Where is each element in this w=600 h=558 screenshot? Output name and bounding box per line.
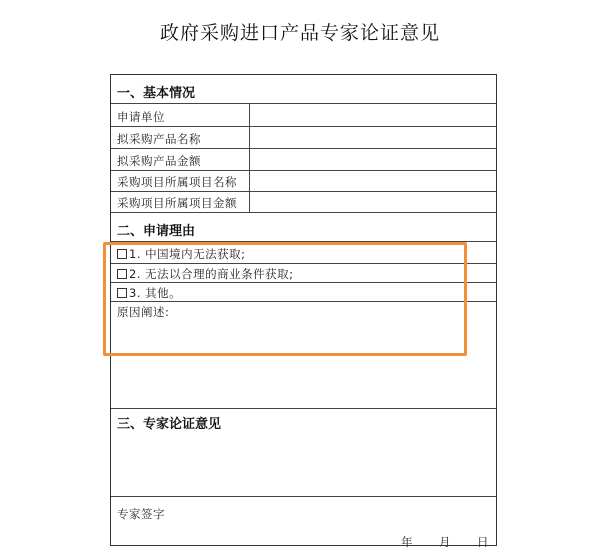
option-no-reasonable-terms[interactable]: 2. 无法以合理的商业条件获取;	[117, 266, 294, 282]
divider	[111, 126, 496, 127]
date-day-label: 日	[477, 535, 489, 549]
section-heading-reason: 二、申请理由	[117, 224, 196, 239]
reason-label: 原因阐述:	[117, 305, 170, 319]
date-year-label: 年	[401, 535, 413, 549]
field-label-product-amount: 拟采购产品金额	[117, 154, 201, 168]
field-label-project-amount: 采购项目所属项目金额	[117, 196, 237, 210]
signature-label: 专家签字	[117, 507, 165, 521]
option-other[interactable]: 3. 其他。	[117, 285, 181, 301]
section-heading-basic-info: 一、基本情况	[117, 86, 196, 101]
date-month-label: 月	[439, 535, 451, 549]
divider	[111, 103, 496, 104]
column-divider	[249, 103, 250, 213]
divider	[111, 170, 496, 171]
divider	[111, 408, 496, 409]
page-title: 政府采购进口产品专家论证意见	[159, 22, 440, 44]
divider	[111, 148, 496, 149]
field-label-applicant: 申请单位	[117, 110, 165, 124]
field-label-project-name: 采购项目所属项目名称	[117, 175, 237, 189]
option-not-available-domestically[interactable]: 1. 中国境内无法获取;	[117, 246, 246, 262]
divider	[111, 212, 496, 213]
divider	[111, 496, 496, 497]
field-label-product-name: 拟采购产品名称	[117, 132, 201, 146]
highlight-box	[103, 242, 467, 356]
divider	[111, 191, 496, 192]
section-heading-expert-opinion: 三、专家论证意见	[117, 417, 222, 432]
